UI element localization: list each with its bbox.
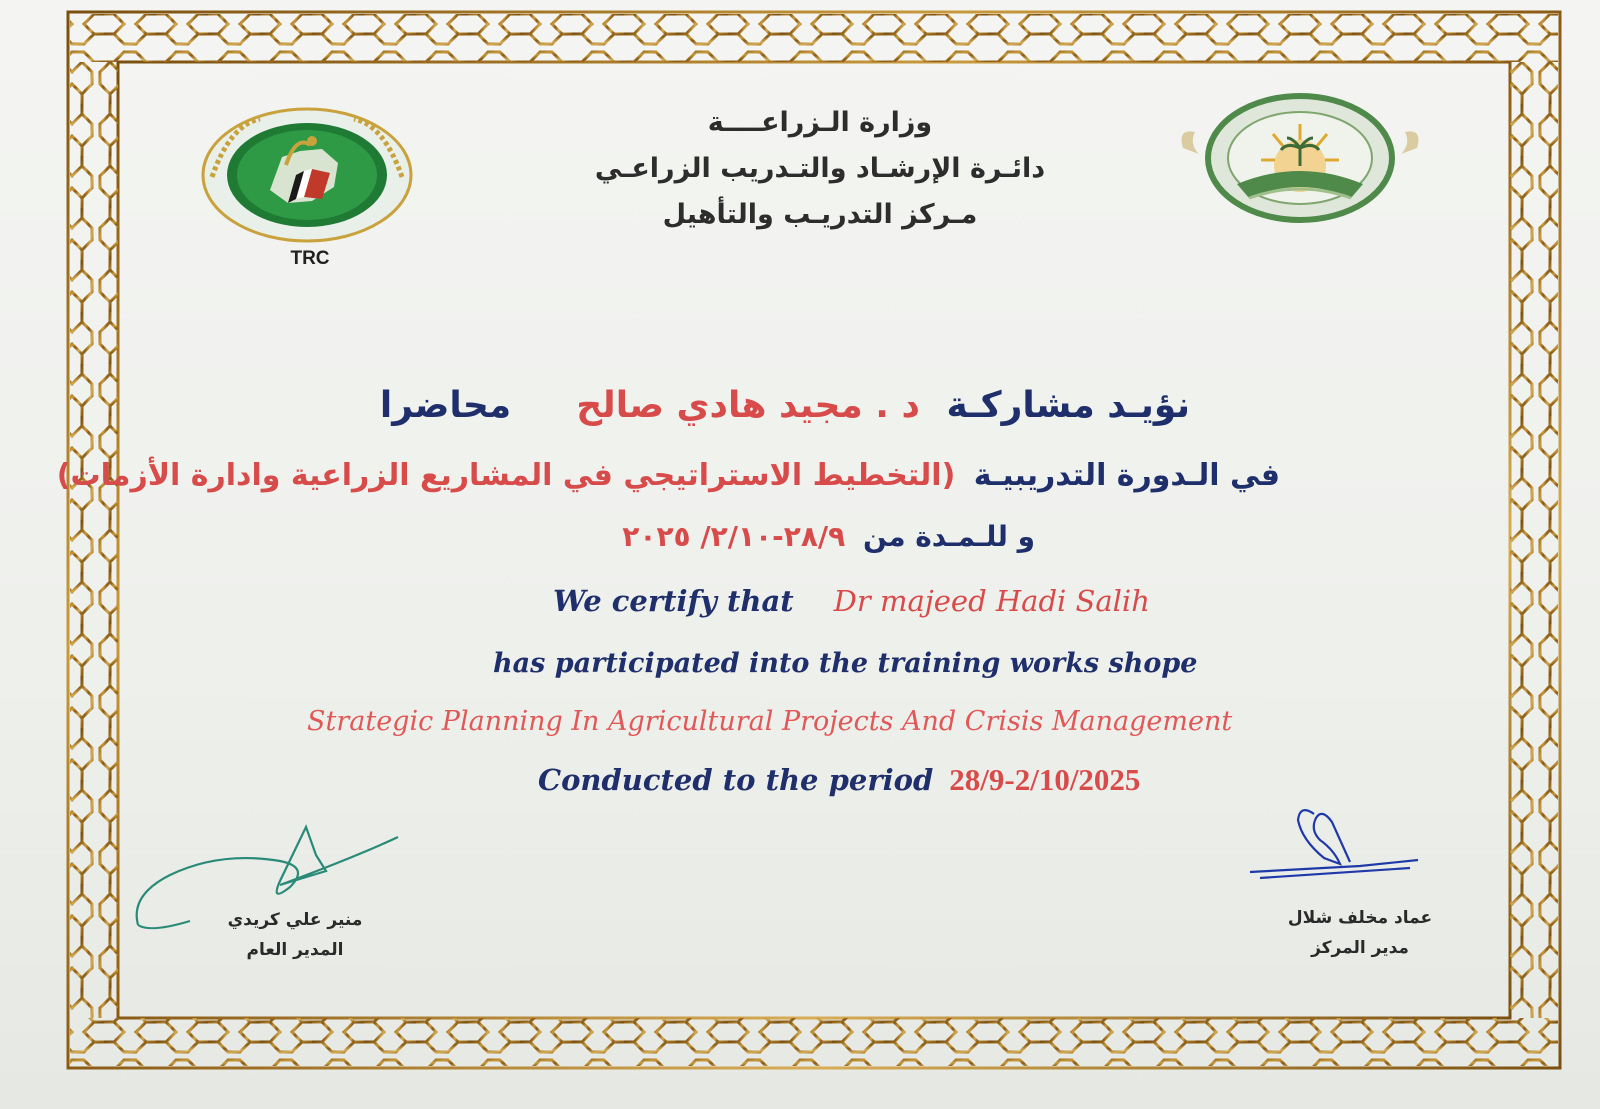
center-director-title: مدير المركز — [1311, 938, 1409, 958]
ministry-title: وزارة الـزراعــــة — [707, 107, 933, 138]
english-certify-line — [553, 584, 1150, 618]
english-period-line — [538, 762, 1140, 798]
arabic-course-line — [57, 458, 1280, 493]
ministry-of-agriculture-seal-icon — [200, 105, 415, 245]
arabic-period-line — [622, 520, 1035, 553]
center-director-signature-block — [1275, 903, 1445, 963]
arabic-recipient-role: محاضرا — [379, 385, 512, 426]
arabic-course-prefix: في الـدورة التدريبيـة — [973, 458, 1280, 493]
arabic-certify-line — [380, 385, 1190, 426]
english-course-title: Strategic Planning In Agricultural Projects And Crisis Management — [307, 706, 1233, 737]
english-recipient-name: Dr majeed Hadi Salih — [833, 584, 1150, 618]
arabic-certify-prefix: نؤيـد مشاركـة — [946, 385, 1190, 426]
center-director-name: عماد مخلف شلال — [1287, 908, 1433, 928]
general-manager-name: منير علي كريدي — [227, 910, 363, 930]
arabic-period-dates: ٢٨/٩-٢/١٠/ ٢٠٢٥ — [622, 520, 846, 553]
english-period-prefix: Conducted to the period — [538, 763, 934, 797]
certificate-header — [560, 100, 1080, 238]
english-certify-prefix: We certify that — [553, 584, 794, 618]
center-title: مـركز التدريـب والتأهيل — [662, 199, 978, 230]
arabic-recipient-name: د . مجيد هادي صالح — [576, 385, 920, 426]
directorate-title: دائـرة الإرشـاد والتـدريب الزراعـي — [594, 153, 1046, 184]
general-manager-title: المدير العام — [246, 940, 344, 960]
english-participated-line: has participated into the training works shope — [493, 648, 1198, 679]
arabic-course-title: (التخطيط الاستراتيجي في المشاريع الزراعية وادارة الأزمات) — [56, 458, 956, 493]
general-manager-signature-block — [195, 905, 395, 965]
center-director-signature-icon — [1240, 800, 1440, 890]
extension-directorate-seal-icon — [1175, 88, 1425, 228]
trc-label: TRC — [290, 248, 330, 269]
arabic-period-prefix: و للـمـدة من — [863, 520, 1035, 553]
english-period-dates: 28/9-2/10/2025 — [949, 762, 1141, 797]
